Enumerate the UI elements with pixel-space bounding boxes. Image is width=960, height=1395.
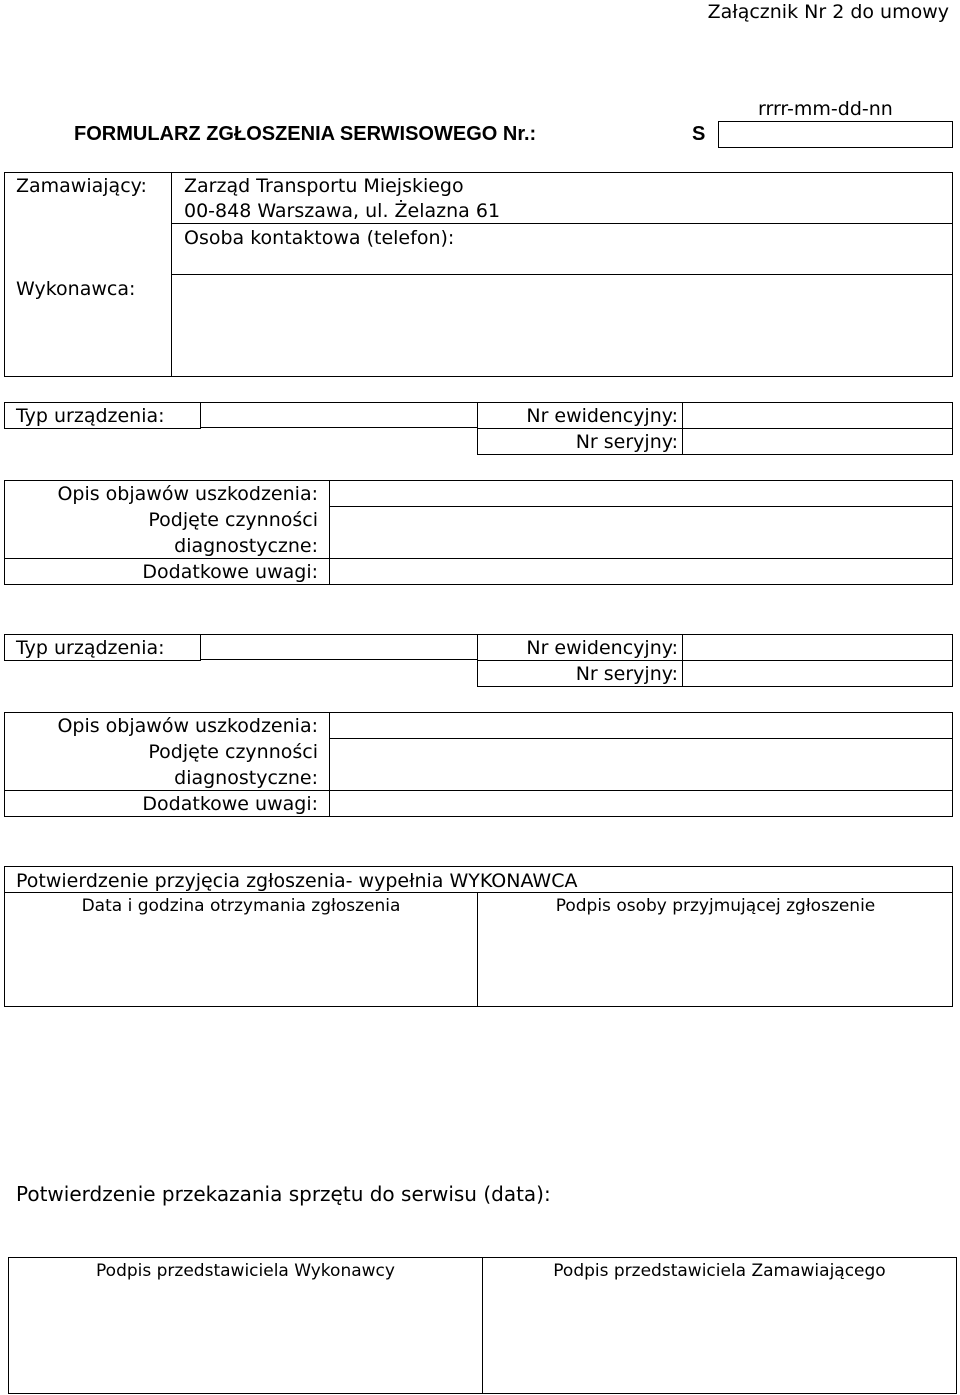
- diagnostics-field[interactable]: [331, 740, 951, 789]
- orderer-signature-label: Podpis przedstawiciela Zamawiającego: [553, 1261, 886, 1281]
- contractor-signature-field[interactable]: [10, 1286, 480, 1392]
- annex-label: Załącznik Nr 2 do umowy: [707, 1, 949, 23]
- diagnostics-field[interactable]: [331, 508, 951, 557]
- receiver-signature-field[interactable]: [480, 920, 951, 1005]
- device-type-label: Typ urządzenia:: [16, 405, 165, 427]
- notes-label: Dodatkowe uwagi:: [142, 793, 318, 815]
- diagnostics-label-line1: Podjęte czynności: [148, 741, 318, 763]
- symptoms-field[interactable]: [331, 482, 951, 505]
- received-datetime-label: Data i godzina otrzymania zgłoszenia: [81, 896, 401, 916]
- inventory-number-label: Nr ewidencyjny:: [526, 637, 678, 659]
- contractor-label: Wykonawca:: [16, 278, 136, 300]
- handover-title: Potwierdzenie przekazania sprzętu do serwisu (data):: [16, 1182, 551, 1206]
- contact-label: Osoba kontaktowa (telefon):: [184, 227, 455, 249]
- orderer-name: Zarząd Transportu Miejskiego: [184, 175, 464, 197]
- device-type-label: Typ urządzenia:: [16, 637, 165, 659]
- number-prefix: S: [692, 123, 706, 145]
- inventory-number-field[interactable]: [684, 636, 951, 659]
- symptoms-label: Opis objawów uszkodzenia:: [57, 483, 318, 505]
- diagnostics-label-line1: Podjęte czynności: [148, 509, 318, 531]
- serial-number-label: Nr seryjny:: [575, 431, 678, 453]
- orderer-signature-field[interactable]: [485, 1286, 955, 1392]
- form-number-field[interactable]: [718, 121, 953, 148]
- notes-label: Dodatkowe uwagi:: [142, 561, 318, 583]
- number-format-hint: rrrr-mm-dd-nn: [758, 98, 893, 120]
- orderer-address: 00-848 Warszawa, ul. Żelazna 61: [184, 200, 501, 222]
- confirmation-title: Potwierdzenie przyjęcia zgłoszenia- wypełnia WYKONAWCA: [16, 870, 578, 892]
- inventory-number-field[interactable]: [684, 404, 951, 427]
- notes-field[interactable]: [331, 792, 951, 815]
- device-type-field[interactable]: [202, 636, 477, 659]
- device-type-label-cell: [4, 634, 201, 661]
- received-datetime-field[interactable]: [6, 920, 475, 1005]
- serial-number-label: Nr seryjny:: [575, 663, 678, 685]
- serial-number-field[interactable]: [684, 662, 951, 685]
- orderer-label: Zamawiający:: [16, 175, 147, 197]
- receiver-signature-label: Podpis osoby przyjmującej zgłoszenie: [555, 896, 876, 916]
- device-type-field[interactable]: [202, 404, 477, 427]
- serial-number-field[interactable]: [684, 430, 951, 453]
- contractor-field[interactable]: [172, 275, 952, 376]
- symptoms-label: Opis objawów uszkodzenia:: [57, 715, 318, 737]
- symptoms-field[interactable]: [331, 714, 951, 737]
- device-type-label-cell: [4, 402, 201, 429]
- diagnostics-label-line2: diagnostyczne:: [174, 535, 318, 557]
- diagnostics-label-line2: diagnostyczne:: [174, 767, 318, 789]
- notes-field[interactable]: [331, 560, 951, 583]
- inventory-number-label: Nr ewidencyjny:: [526, 405, 678, 427]
- contractor-signature-label: Podpis przedstawiciela Wykonawcy: [96, 1261, 395, 1281]
- form-title: FORMULARZ ZGŁOSZENIA SERWISOWEGO Nr.:: [74, 123, 537, 145]
